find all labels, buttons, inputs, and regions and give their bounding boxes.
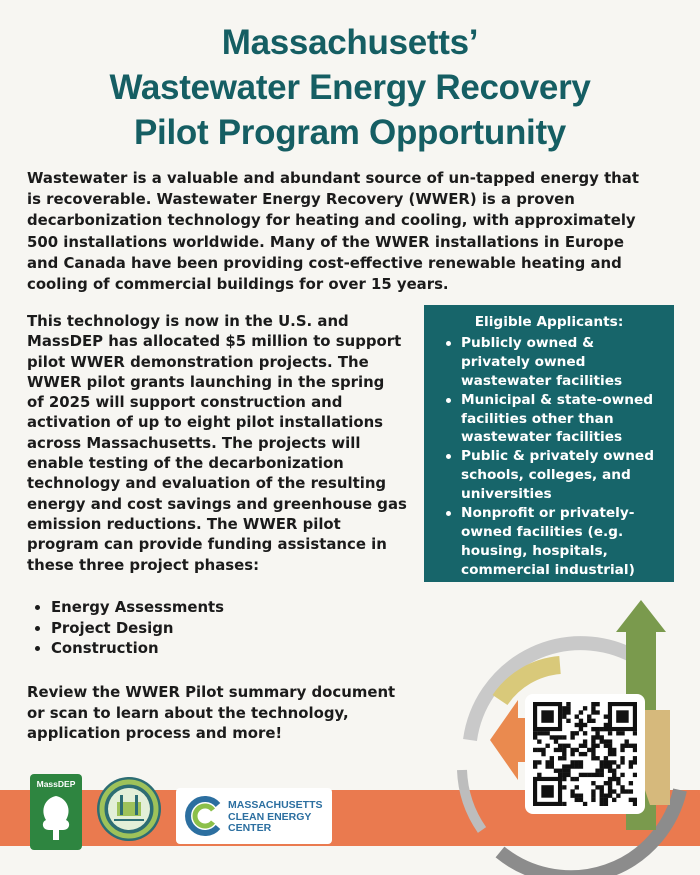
item-line: wastewater facilities [461,429,623,446]
item-line: universities [461,486,552,503]
review-paragraph [27,682,447,744]
list-item: Energy Assessments [27,597,224,618]
item-line: housing, hospitals, [461,542,608,559]
title-line-3: Pilot Program Opportunity [134,113,566,152]
item-line: privately owned [461,353,586,370]
clean-energy-center-logo [176,788,332,844]
page-title [0,20,700,155]
eligible-applicants-panel [424,305,674,582]
eligible-list [424,334,674,580]
list-item: Construction [27,638,224,659]
body-line: This technology is now in the U.S. and [27,312,349,330]
list-item [424,504,674,580]
eligible-title: Eligible Applicants: [474,314,624,330]
item-line: Municipal & state-owned [461,391,654,408]
list-item: Project Design [27,618,224,639]
body-line: technology and evaluation of the resulting [27,474,387,493]
body-line: WWER pilot grants launching in the spring [27,372,385,391]
item-line: wastewater facilities [461,372,623,389]
item-line: schools, colleges, and [461,467,631,484]
qr-code-pattern [533,702,637,806]
item-line: Public & privately owned [461,448,655,465]
item-line: Nonprofit or privately- [461,505,635,522]
body-line: enable testing of the decarbonization [27,454,344,473]
energy-resources-seal [96,776,162,842]
body-line: of 2025 will support construction and [27,393,343,412]
body-line: activation of up to eight pilot installations [27,413,384,432]
intro-line: is recoverable. Wastewater Energy Recovery (WWER) is a proven [27,190,575,209]
list-item [424,391,674,448]
intro-line: Wastewater is a valuable and abundant source of un-tapped energy that [27,169,639,187]
list-item [424,334,674,391]
body-line: these three project phases: [27,555,260,574]
body-line: MassDEP has allocated $5 million to support [27,332,402,351]
cec-c-icon [182,793,228,839]
body-line: across Massachusetts. The projects will [27,433,361,452]
body-line: emission reductions. The WWER pilot [27,514,341,533]
intro-line: and Canada have been providing cost-effective renewable heating and [27,253,622,272]
phases-list [27,597,224,659]
qr-code[interactable] [527,696,643,812]
intro-paragraph [27,168,667,295]
cec-logo-text: MASSACHUSETTS CLEAN ENERGY CENTER [228,799,323,834]
body-line: program can provide funding assistance in [27,535,387,554]
item-line: commercial industrial) [461,561,635,578]
title-line-2: Wastewater Energy Recovery [109,68,591,107]
intro-line: decarbonization technology for heating and cooling, with approximately [27,211,636,230]
review-line: application process and more! [27,724,283,742]
body-paragraph [27,311,427,575]
item-line: facilities other than [461,410,614,427]
body-line: pilot WWER demonstration projects. The [27,352,369,371]
intro-line: cooling of commercial buildings for over 15 years. [27,275,449,294]
item-line: Publicly owned & [461,334,595,351]
massdep-logo [30,774,82,850]
body-line: energy and cost savings and greenhouse gas [27,494,407,513]
review-line: Review the WWER Pilot summary document [27,683,396,701]
review-line: or scan to learn about the technology, [27,703,349,722]
title-line-1: Massachusetts’ [221,23,479,62]
item-line: owned facilities (e.g. [461,523,624,540]
massdep-logo-text: MassDEP [36,779,76,789]
intro-line: 500 installations worldwide. Many of the WWER installations in Europe [27,232,624,251]
list-item [424,447,674,504]
